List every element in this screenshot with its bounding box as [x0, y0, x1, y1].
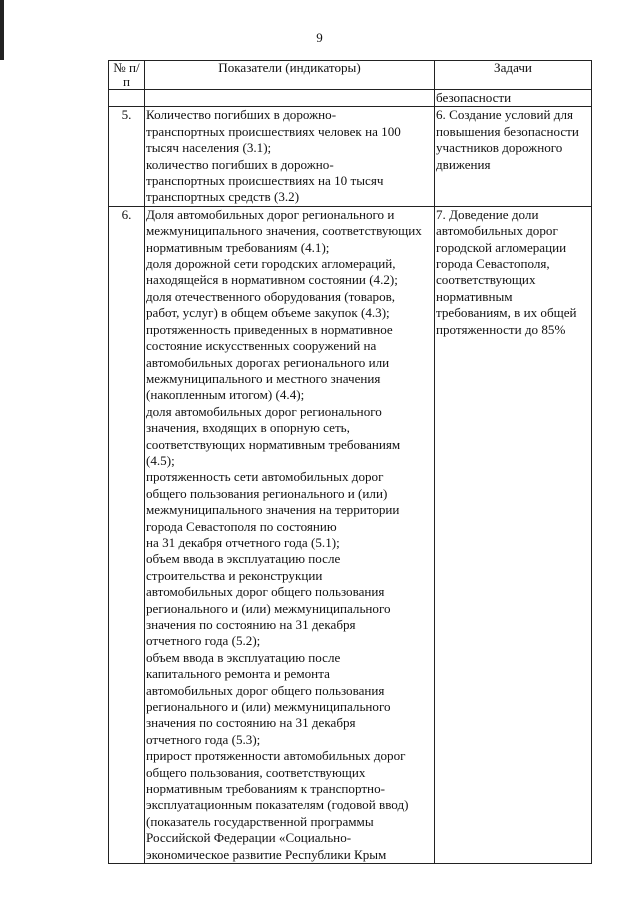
indicator-line: регионального и (или) межмуниципального — [146, 600, 391, 616]
indicator-line: количество погибших в дорожно- — [146, 156, 334, 172]
task-line: городской агломерации — [436, 239, 567, 255]
table-header-row — [109, 61, 592, 90]
task-line: 6. Создание условий для — [436, 107, 574, 123]
indicator-line: объем ввода в эксплуатацию после — [146, 551, 341, 567]
indicator-line: (4.5); — [146, 452, 175, 468]
indicator-line: транспортных происшествиях человек на 100 — [146, 123, 401, 139]
indicator-line: отчетного года (5.2); — [146, 633, 261, 649]
indicator-line: транспортных происшествиях на 10 тысяч — [146, 173, 384, 189]
cell-task — [435, 107, 592, 206]
indicator-line: (показатель государственной программы — [146, 813, 374, 829]
indicator-line: эксплуатационным показателям (годовой ввод) — [146, 797, 409, 813]
indicator-line: работ, услуг) в общем объеме закупок (4.3); — [146, 305, 390, 321]
indicator-line: протяженность приведенных в нормативное — [146, 321, 393, 337]
indicator-line: значения, входящих в опорную сеть, — [146, 420, 350, 436]
indicator-line: отчетного года (5.3); — [146, 731, 261, 747]
indicator-line: нормативным требованиям к транспортно- — [146, 781, 385, 797]
task-line: требованиям, в их общей — [436, 305, 577, 321]
indicator-line: строительства и реконструкции — [146, 567, 323, 583]
indicator-line: объем ввода в эксплуатацию после — [146, 649, 341, 665]
indicator-line: доля отечественного оборудования (товаров, — [146, 288, 396, 304]
header-number: № п/п — [109, 61, 145, 90]
indicator-line: межмуниципального значения на территории — [146, 502, 400, 518]
task-line: автомобильных дорог — [436, 223, 558, 239]
indicator-line: автомобильных дорог общего пользования — [146, 682, 385, 698]
indicator-line: автомобильных дорог общего пользования — [146, 584, 385, 600]
task-line: 7. Доведение доли — [436, 206, 539, 222]
indicator-line: транспортных средств (3.2) — [146, 189, 300, 205]
indicator-line: прирост протяженности автомобильных дорог — [146, 748, 406, 764]
cell-task — [435, 206, 592, 863]
indicator-line: города Севастополя по состоянию — [146, 518, 337, 534]
indicator-line: общего пользования, соответствующих — [146, 764, 366, 780]
indicator-line: межмуниципального значения, соответствующих — [146, 223, 422, 239]
indicator-line: значения по состоянию на 31 декабря — [146, 617, 356, 632]
task-line: движения — [436, 156, 491, 172]
cell-number: 6. — [109, 206, 145, 863]
cell-number: 5. — [109, 107, 145, 206]
indicator-line: находящейся в нормативном состоянии (4.2); — [146, 272, 398, 288]
indicator-line: доля дорожной сети городских агломераций, — [146, 256, 396, 272]
table-row — [109, 206, 592, 863]
indicator-line: Количество погибших в дорожно- — [146, 107, 337, 123]
indicator-line: автомобильных дорогах регионального или — [146, 354, 390, 370]
task-line: нормативным — [436, 288, 513, 304]
cell-indicators — [145, 206, 435, 863]
task-line: города Севастополя, — [436, 256, 550, 272]
cell-task: безопасности — [435, 90, 592, 107]
task-line: повышения безопасности — [436, 123, 579, 139]
task-line: участников дорожного — [436, 140, 563, 156]
indicator-line: на 31 декабря отчетного года (5.1); — [146, 534, 340, 550]
indicator-line: Доля автомобильных дорог регионального и — [146, 206, 395, 222]
indicator-line: межмуниципального и местного значения — [146, 370, 381, 386]
indicator-line: регионального и (или) межмуниципального — [146, 699, 391, 715]
indicator-line: тысяч населения (3.1); — [146, 140, 272, 156]
table-row-continuation — [109, 90, 592, 107]
indicator-line: доля автомобильных дорог регионального — [146, 403, 382, 419]
indicator-line: состояние искусственных сооружений на — [146, 338, 377, 354]
indicator-line: экономическое развитие Республики Крым — [146, 846, 387, 862]
cell-indicators — [145, 90, 435, 107]
table-row — [109, 107, 592, 206]
indicator-line: капитального ремонта и ремонта — [146, 666, 330, 682]
indicator-line: протяженность сети автомобильных дорог — [146, 469, 384, 485]
page-number: 9 — [316, 30, 323, 45]
cell-indicators — [145, 107, 435, 206]
header-tasks: Задачи — [435, 61, 592, 90]
indicator-line: нормативным требованиям (4.1); — [146, 239, 330, 255]
indicators-table — [108, 60, 592, 864]
cell-number — [109, 90, 145, 107]
indicator-line: значения по состоянию на 31 декабря — [146, 715, 356, 731]
indicator-line: (накопленным итогом) (4.4); — [146, 387, 305, 403]
header-indicators: Показатели (индикаторы) — [145, 61, 435, 90]
indicator-line: Российской Федерации «Социально- — [146, 830, 352, 846]
task-line: соответствующих — [436, 272, 536, 288]
indicator-line: общего пользования регионального и (или) — [146, 485, 388, 501]
task-line: протяженности до 85% — [436, 321, 566, 337]
indicator-line: соответствующих нормативным требованиям — [146, 436, 401, 452]
